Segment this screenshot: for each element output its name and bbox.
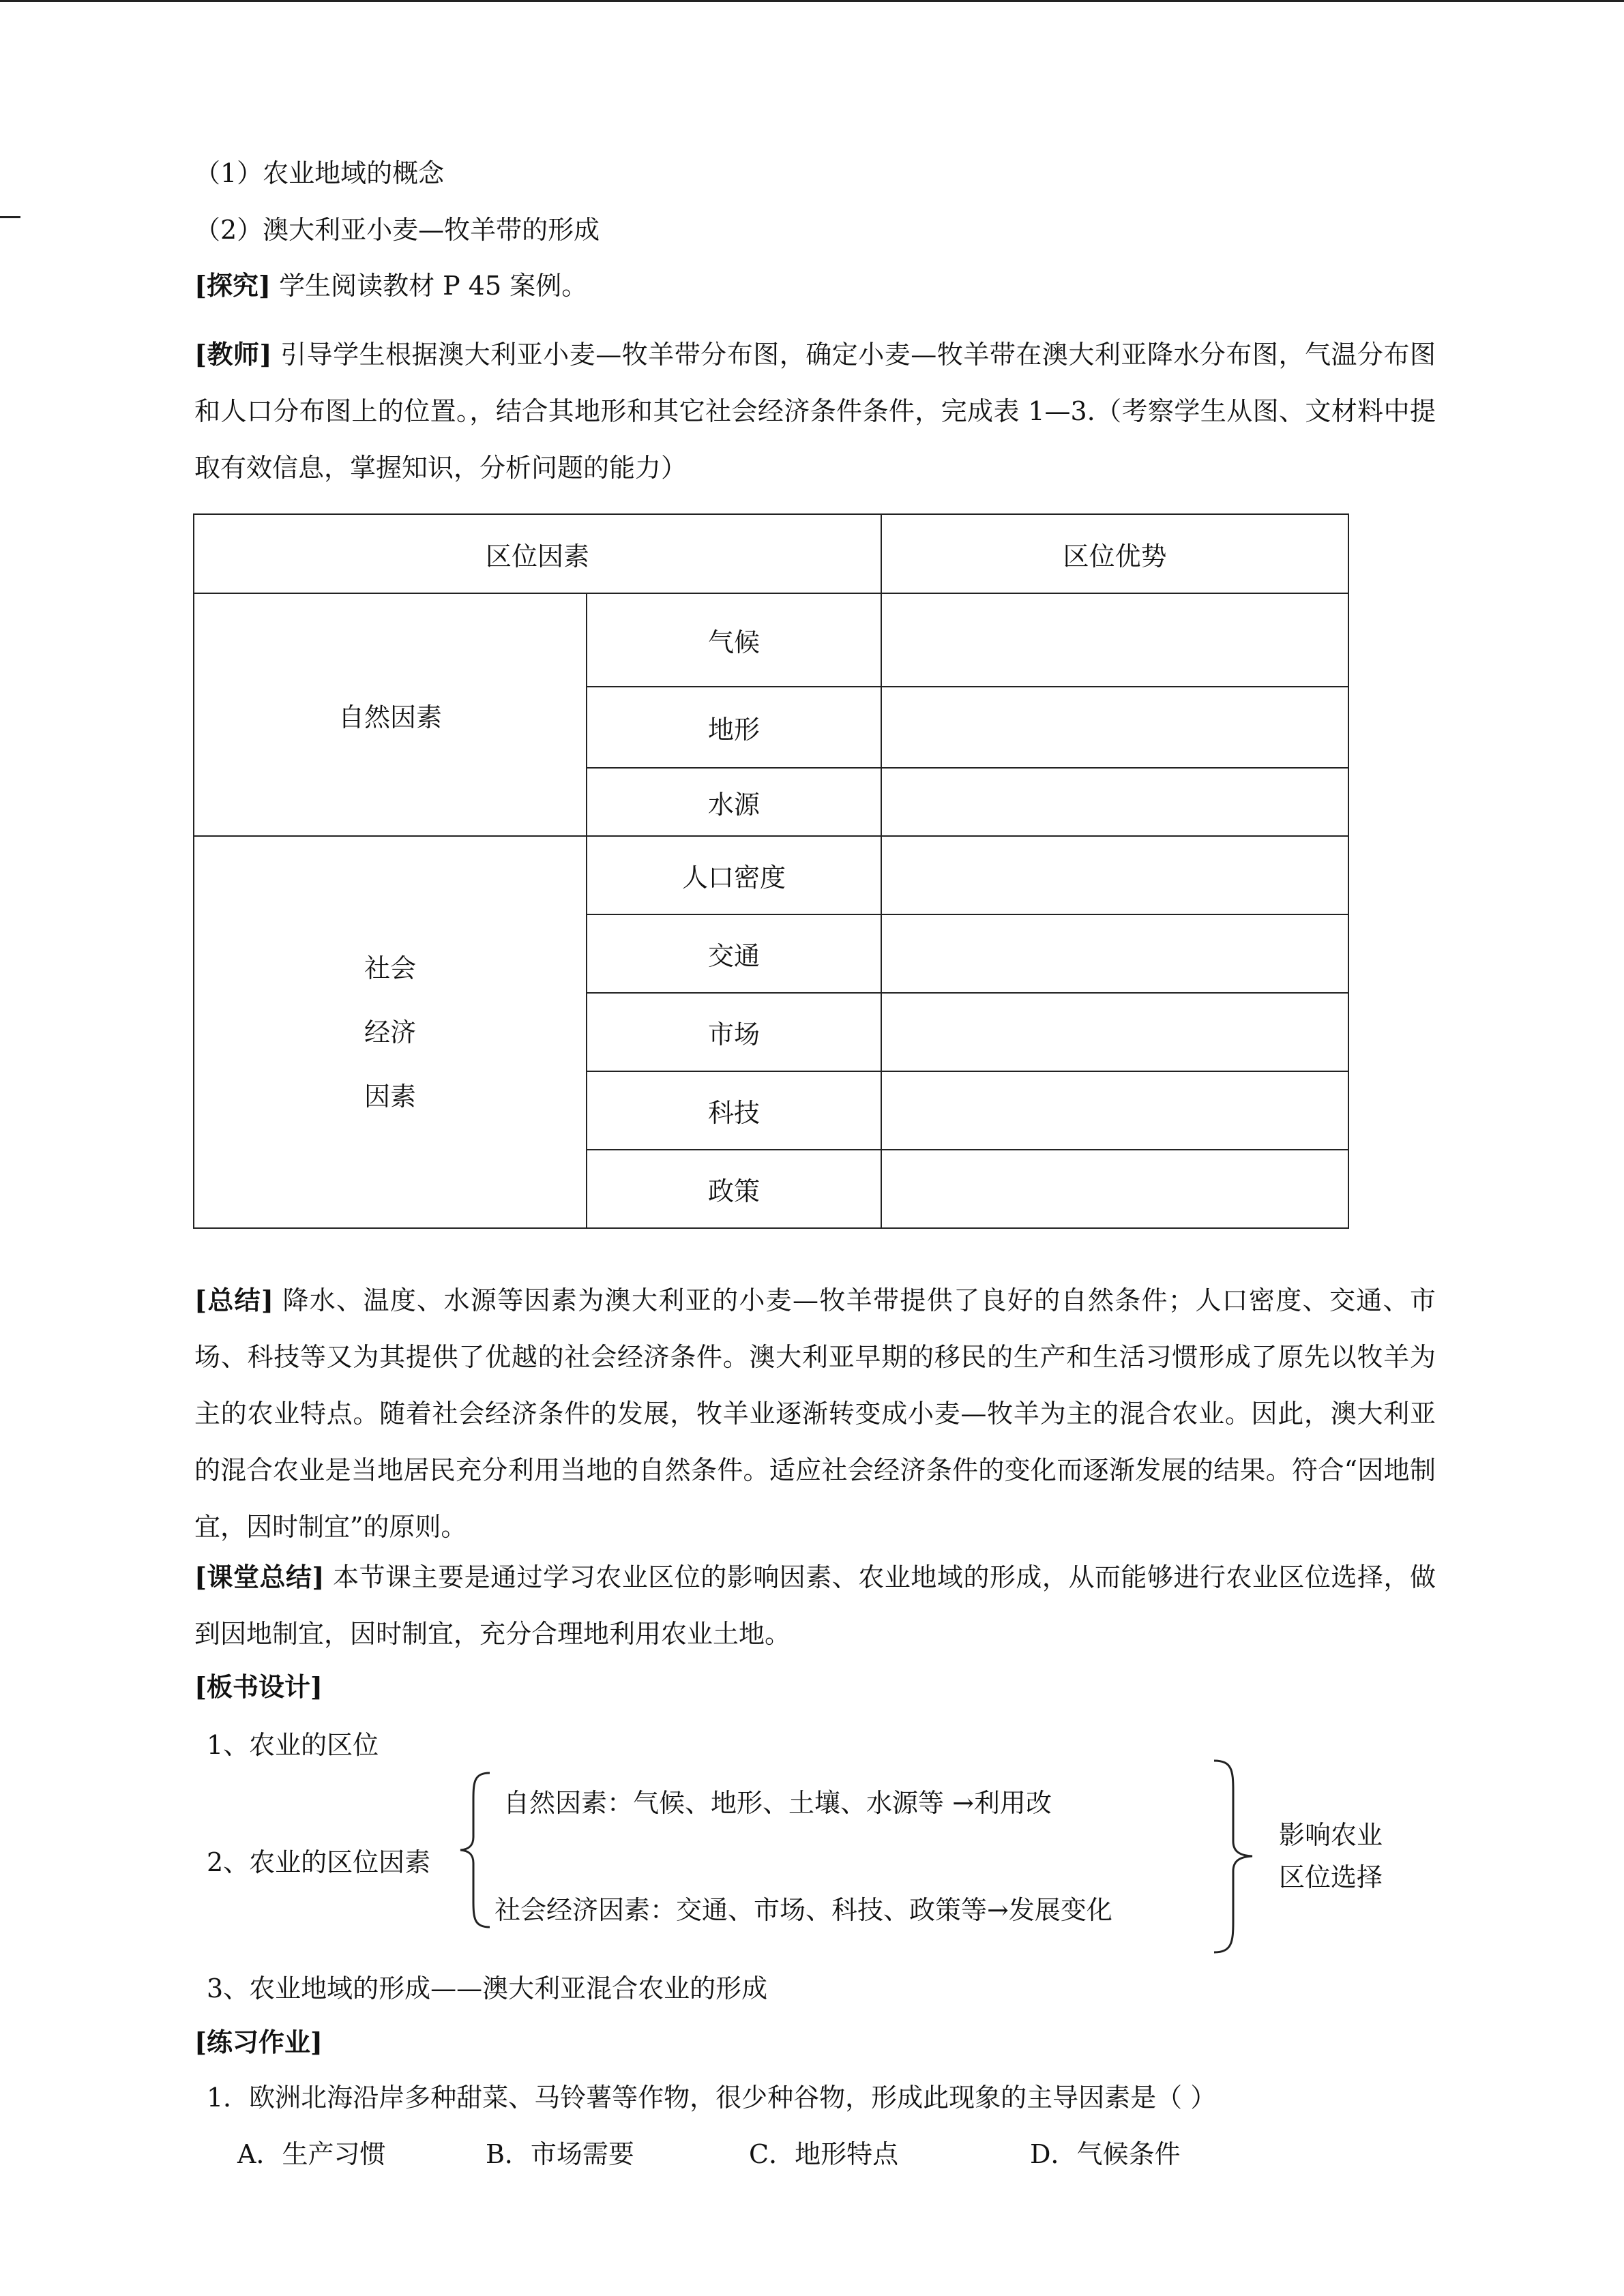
social-item-market: 市场 bbox=[587, 993, 881, 1071]
board-tag: [板书设计] bbox=[194, 1671, 323, 1702]
page-top-border bbox=[0, 0, 1624, 2]
advantage-cell bbox=[881, 1150, 1348, 1228]
exercise-tag: [练习作业] bbox=[194, 2027, 323, 2057]
header-advantage: 区位优势 bbox=[881, 514, 1348, 593]
exercise-option-b: B．市场需要 bbox=[486, 2139, 634, 2169]
exercise-option-c: C．地形特点 bbox=[749, 2139, 899, 2169]
header-factor: 区位因素 bbox=[194, 514, 881, 593]
table-header-row bbox=[194, 514, 1348, 593]
advantage-cell bbox=[881, 768, 1348, 836]
social-group-line-1: 社会 bbox=[364, 953, 416, 983]
intro-item-2: （2）澳大利亚小麦—牧羊带的形成 bbox=[194, 215, 600, 245]
table-row bbox=[194, 593, 1348, 687]
intro-item-1: （1）农业地域的概念 bbox=[194, 158, 445, 188]
advantage-cell bbox=[881, 836, 1348, 914]
advantage-cell bbox=[881, 1071, 1348, 1150]
board-item-1: 1、农业的区位 bbox=[207, 1730, 379, 1760]
advantage-cell bbox=[881, 593, 1348, 687]
social-item-transport: 交通 bbox=[587, 914, 881, 993]
social-item-policy: 政策 bbox=[587, 1150, 881, 1228]
class-summary-paragraph bbox=[194, 1549, 1436, 1663]
class-summary-text: 本节课主要是通过学习农业区位的影响因素、农业地域的形成，从而能够进行农业区位选择，做到因地制宜，因时制宜，充分合理地利用农业土地。 bbox=[194, 1562, 1436, 1649]
advantage-cell bbox=[881, 914, 1348, 993]
social-group-line-2: 经济 bbox=[364, 1017, 416, 1047]
exercise-option-d: D．气候条件 bbox=[1030, 2139, 1181, 2169]
summary-tag: [总结] bbox=[194, 1285, 274, 1315]
table-row bbox=[194, 836, 1348, 914]
social-item-technology: 科技 bbox=[587, 1071, 881, 1150]
social-item-population: 人口密度 bbox=[587, 836, 881, 914]
board-item-2: 2、农业的区位因素 bbox=[207, 1847, 431, 1877]
summary-paragraph bbox=[194, 1272, 1436, 1555]
location-factor-table bbox=[193, 513, 1349, 1229]
board-social-factors: 社会经济因素：交通、市场、科技、政策等→发展变化 bbox=[494, 1895, 1112, 1925]
advantage-cell bbox=[881, 687, 1348, 768]
explore-tag: [探究] bbox=[194, 270, 271, 301]
margin-mark bbox=[0, 216, 20, 218]
natural-group-label: 自然因素 bbox=[194, 593, 587, 836]
board-result-line-2: 区位选择 bbox=[1279, 1862, 1383, 1892]
natural-item-climate: 气候 bbox=[587, 593, 881, 687]
exercise-option-a: A．生产习惯 bbox=[237, 2139, 386, 2169]
board-result-line-1: 影响农业 bbox=[1279, 1820, 1383, 1850]
social-group-label bbox=[194, 836, 587, 1228]
natural-item-terrain: 地形 bbox=[587, 687, 881, 768]
explore-text: 学生阅读教材 P 45 案例。 bbox=[279, 271, 588, 301]
class-summary-tag: [课堂总结] bbox=[194, 1562, 325, 1592]
social-group-line-3: 因素 bbox=[364, 1081, 416, 1112]
advantage-cell bbox=[881, 993, 1348, 1071]
summary-text: 降水、温度、水源等因素为澳大利亚的小麦—牧羊带提供了良好的自然条件；人口密度、交通、市场、科技等又为其提供了优越的社会经济条件。澳大利亚早期的移民的生产和生活习惯形成了原先以牧羊为主的农业特点。随着社会经济条件的发展，牧羊业逐渐转变成小麦—牧羊为主的混合农业。因此，澳大利亚的混合农业是当地居民充分利用当地的自然条件。适应社会经济条件的变化而逐渐发展的结果。符合“因地制宜，因时制宜”的原则。 bbox=[194, 1285, 1436, 1542]
board-natural-factors: 自然因素：气候、地形、土壤、水源等 →利用改 bbox=[503, 1788, 1052, 1818]
teacher-paragraph bbox=[194, 326, 1436, 496]
natural-item-water: 水源 bbox=[587, 768, 881, 836]
teacher-tag: [教师] bbox=[194, 339, 272, 370]
exercise-question-1: 1．欧洲北海沿岸多种甜菜、马铃薯等作物，很少种谷物，形成此现象的主导因素是（ ） bbox=[207, 2083, 1217, 2113]
teacher-text: 引导学生根据澳大利亚小麦—牧羊带分布图，确定小麦—牧羊带在澳大利亚降水分布图，气温分布图和人口分布图上的位置。，结合其地形和其它社会经济条件条件，完成表 1—3.（考察学生从图、文材料中提取有效信息，掌握知识，分析问题的能力） bbox=[194, 340, 1436, 483]
board-item-3: 3、农业地域的形成——澳大利亚混合农业的形成 bbox=[207, 1973, 768, 2003]
explore-line bbox=[194, 270, 588, 301]
